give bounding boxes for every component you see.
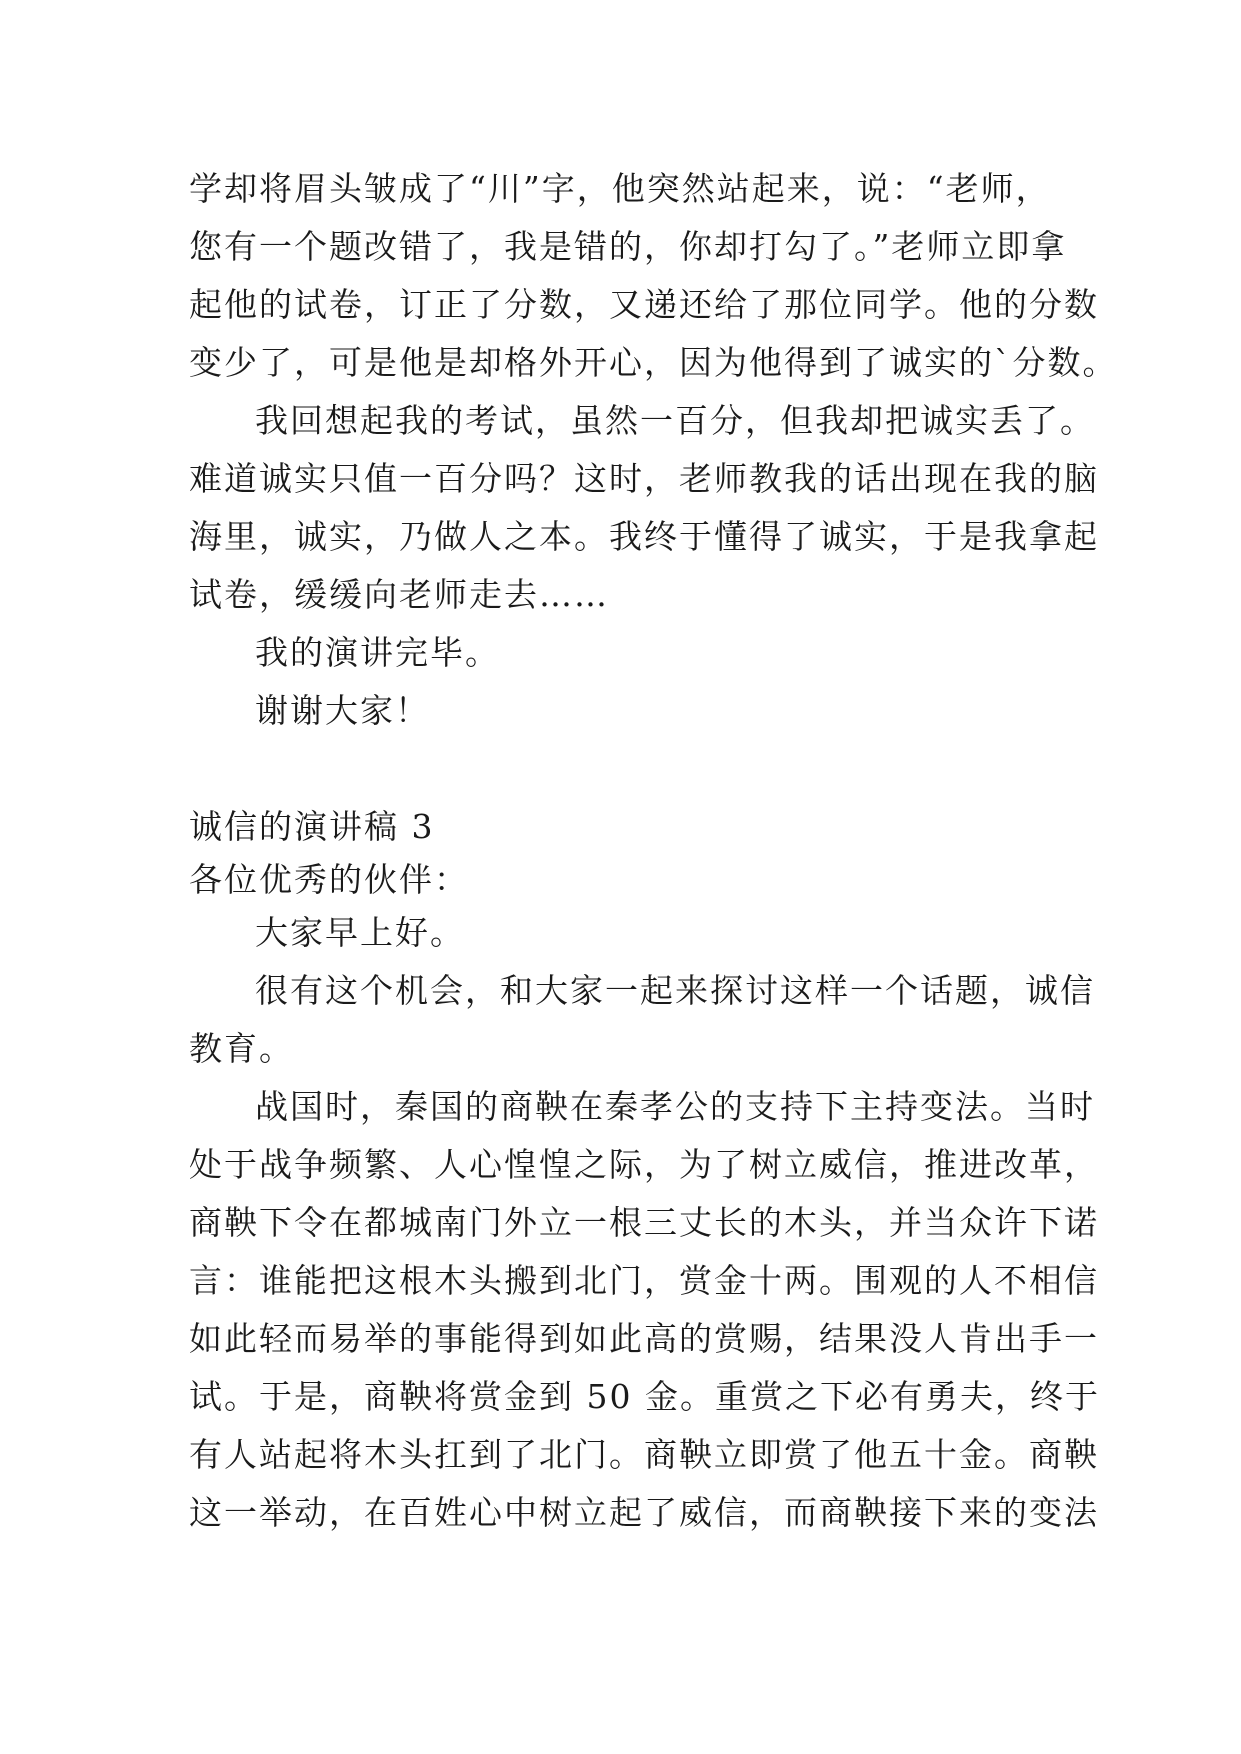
paragraph-line: 海里，诚实，乃做人之本。我终于懂得了诚实，于是我拿起 bbox=[189, 517, 1099, 556]
paragraph-line: 变少了，可是他是却格外开心，因为他得到了诚实的`分数。 bbox=[189, 343, 1118, 382]
paragraph-line: 难道诚实只值一百分吗？这时，老师教我的话出现在我的脑 bbox=[189, 459, 1099, 498]
paragraph-line: 很有这个机会，和大家一起来探讨这样一个话题，诚信 bbox=[255, 971, 1095, 1010]
closing-line: 我的演讲完毕。 bbox=[255, 633, 500, 672]
closing-line: 谢谢大家！ bbox=[255, 691, 430, 730]
paragraph-line: 如此轻而易举的事能得到如此高的赏赐，结果没人肯出手一 bbox=[189, 1319, 1099, 1358]
paragraph-line: 我回想起我的考试，虽然一百分，但我却把诚实丢了。 bbox=[255, 401, 1095, 440]
paragraph-line: 试。于是，商鞅将赏金到 50 金。重赏之下必有勇夫，终于 bbox=[189, 1377, 1100, 1416]
paragraph-line: 处于战争频繁、人心惶惶之际，为了树立威信，推进改革， bbox=[189, 1145, 1099, 1184]
paragraph-line: 您有一个题改错了，我是错的，你却打勾了。”老师立即拿 bbox=[189, 227, 1067, 266]
paragraph-line: 战国时，秦国的商鞅在秦孝公的支持下主持变法。当时 bbox=[255, 1087, 1095, 1126]
document-body bbox=[189, 160, 1118, 1542]
paragraph-line: 商鞅下令在都城南门外立一根三丈长的木头，并当众许下诺 bbox=[189, 1203, 1099, 1242]
paragraph-line: 言：谁能把这根木头搬到北门，赏金十两。围观的人不相信 bbox=[189, 1261, 1099, 1300]
paragraph-line: 起他的试卷，订正了分数，又递还给了那位同学。他的分数 bbox=[189, 285, 1099, 324]
paragraph-line: 试卷，缓缓向老师走去…… bbox=[189, 575, 609, 614]
paragraph-line: 有人站起将木头扛到了北门。商鞅立即赏了他五十金。商鞅 bbox=[189, 1435, 1099, 1474]
salutation: 各位优秀的伙伴： bbox=[189, 860, 469, 899]
paragraph-line: 这一举动，在百姓心中树立起了威信，而商鞅接下来的变法 bbox=[189, 1493, 1099, 1532]
paragraph-line: 大家早上好。 bbox=[255, 913, 465, 952]
paragraph-line: 教育。 bbox=[189, 1029, 294, 1068]
blank-gap bbox=[189, 740, 1069, 798]
section-title: 诚信的演讲稿 3 bbox=[189, 807, 435, 846]
paragraph-line: 学却将眉头皱成了“川”字，他突然站起来，说：“老师， bbox=[189, 169, 1051, 208]
